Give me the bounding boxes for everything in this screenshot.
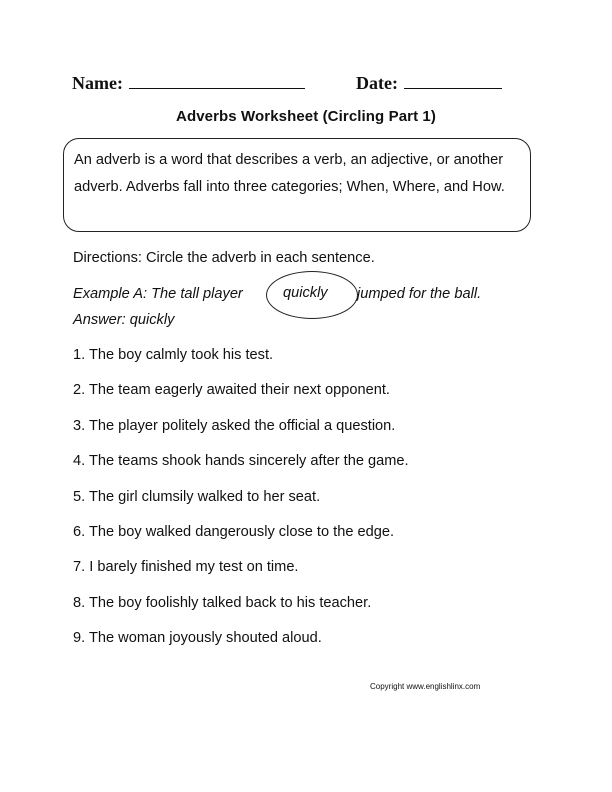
definition-box: An adverb is a word that describes a verb, an adjective, or another adverb. Adverbs fall into three categories; When, Where, and How. [63,138,531,232]
sentence-list [73,346,409,665]
sentence-item: 8. The boy foolishly talked back to his teacher. [73,594,372,611]
example-answer: Answer: quickly [73,312,175,328]
sentence-item: 2. The team eagerly awaited their next opponent. [73,382,390,399]
name-field [72,72,305,94]
example-text-before: Example A: The tall player [73,286,243,302]
date-field [356,72,502,94]
date-label: Date: [356,73,398,93]
name-blank-line [129,72,305,89]
example-text-after: jumped for the ball. [357,286,482,302]
directions-text: Directions: Circle the adverb in each sentence. [73,250,375,266]
date-blank-line [404,72,502,89]
example-circled-word: quickly [283,285,328,301]
sentence-item: 1. The boy calmly took his test. [73,347,274,363]
copyright-notice: Copyright www.englishlinx.com [370,682,481,691]
sentence-item: 4. The teams shook hands sincerely after the game. [73,453,409,470]
sentence-item: 5. The girl clumsily walked to her seat. [73,488,321,505]
sentence-item: 9. The woman joyously shouted aloud. [73,630,322,647]
sentence-item: 3. The player politely asked the official a question. [73,417,396,434]
sentence-item: 6. The boy walked dangerously close to the edge. [73,523,395,540]
worksheet-title: Adverbs Worksheet (Circling Part 1) [176,108,436,125]
name-label: Name: [72,73,123,93]
sentence-item: 7. I barely finished my test on time. [73,559,299,576]
